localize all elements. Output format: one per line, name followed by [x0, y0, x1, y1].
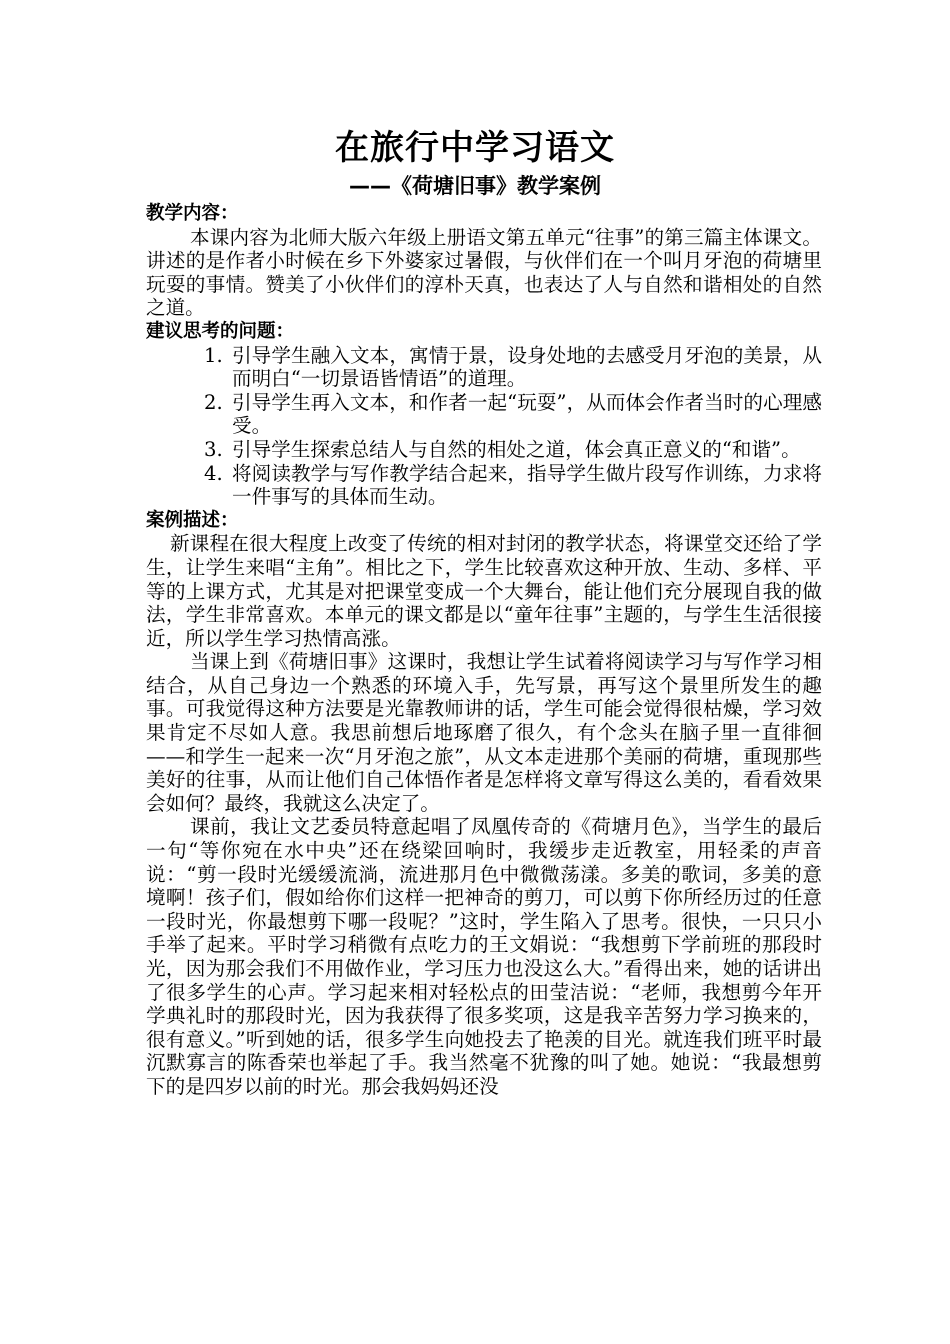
- section-heading-questions: 建议思考的问题：: [146, 320, 295, 342]
- case-paragraph-3: 课前，我让文艺委员特意起唱了凤凰传奇的《荷塘月色》，当学生的最后一句“等你宛在水中央”还在绕梁回响时，我缓步走近教室，用轻柔的声音说：“剪一段时光缓缓流淌，流进那月色中微微荡漾。多美的歌词，多美的意境啊！孩子们，假如给你们这样一把神奇的剪刀，可以剪下你所经历过的任意一段时光，你最想剪下哪一段呢？”这时，学生陷入了思考。很快，一只只小手举了起来。平时学习稍微有点吃力的王文娟说：“我想剪下学前班的那段时光，因为那会我们不用做作业，学习压力也没这么大。”看得出来，她的话讲出了很多学生的心声。学习起来相对轻松点的田莹洁说：“老师，我想剪今年开学典礼时的那段时光，因为我获得了很多奖项，这是我辛苦努力学习换来的，很有意义。”听到她的话，很多学生向她投去了艳羡的目光。就连我们班平时最沉默寡言的陈香荣也举起了手。我当然毫不犹豫的叫了她。她说：“我最想剪下的是四岁以前的时光。那会我妈妈还没: [146, 815, 822, 1098]
- document-subtitle: ——《荷塘旧事》教学案例: [349, 174, 601, 198]
- document-body: [146, 202, 822, 1099]
- case-paragraph-2: 当课上到《荷塘旧事》这课时，我想让学生试着将阅读学习与写作学习相结合，从自己身边一个熟悉的环境入手，先写景，再写这个景里所发生的趣事。可我觉得这种方法要是光靠教师讲的话，学生可能会觉得很枯燥，学习效果肯定不尽如人意。我思前想后地琢磨了很久，有个念头在脑子里一直徘徊——和学生一起来一次“月牙泡之旅”，从文本走进那个美丽的荷塘，重现那些美好的往事，从而让他们自己体悟作者是怎样将文章写得这么美的，看看效果会如何？最终，我就这么决定了。: [146, 650, 822, 815]
- document-title: 在旅行中学习语文: [335, 128, 615, 168]
- question-text: 引导学生再入文本，和作者一起“玩耍”，从而体会作者当时的心理感受。: [232, 390, 822, 438]
- question-text: 将阅读教学与写作教学结合起来，指导学生做片段写作训练，力求将一件事写的具体而生动。: [232, 461, 822, 509]
- question-text: 引导学生融入文本，寓情于景，设身处地的去感受月牙泡的美景，从而明白“一切景语皆情语”的道理。: [232, 343, 822, 391]
- question-number: 1.: [204, 343, 223, 367]
- section-heading-case: 案例描述：: [146, 509, 239, 531]
- content-paragraph: 本课内容为北师大版六年级上册语文第五单元“往事”的第三篇主体课文。讲述的是作者小时候在乡下外婆家过暑假，与伙伴们在一个叫月牙泡的荷塘里玩耍的事情。赞美了小伙伴们的淳朴天真，也表达了人与自然和谐相处的自然之道。: [146, 225, 822, 320]
- questions-list: [146, 344, 822, 509]
- question-item: [146, 344, 822, 391]
- question-number: 2.: [204, 390, 223, 414]
- section-heading-content: 教学内容：: [146, 203, 239, 224]
- question-item: [146, 438, 822, 462]
- case-paragraph-1: 新课程在很大程度上改变了传统的相对封闭的教学状态，将课堂交还给了学生，让学生来唱“主角”。相比之下，学生比较喜欢这种开放、生动、多样、平等的上课方式，尤其是对把课堂变成一个大舞台，能让他们充分展现自我的做法，学生非常喜欢。本单元的课文都是以“童年往事”主题的，与学生生活很接近，所以学生学习热情高涨。: [146, 532, 822, 650]
- question-text: 引导学生探索总结人与自然的相处之道，体会真正意义的“和谐”。: [232, 437, 801, 461]
- question-number: 3.: [204, 437, 223, 461]
- question-number: 4.: [204, 461, 223, 485]
- question-item: [146, 391, 822, 438]
- question-item: [146, 462, 822, 509]
